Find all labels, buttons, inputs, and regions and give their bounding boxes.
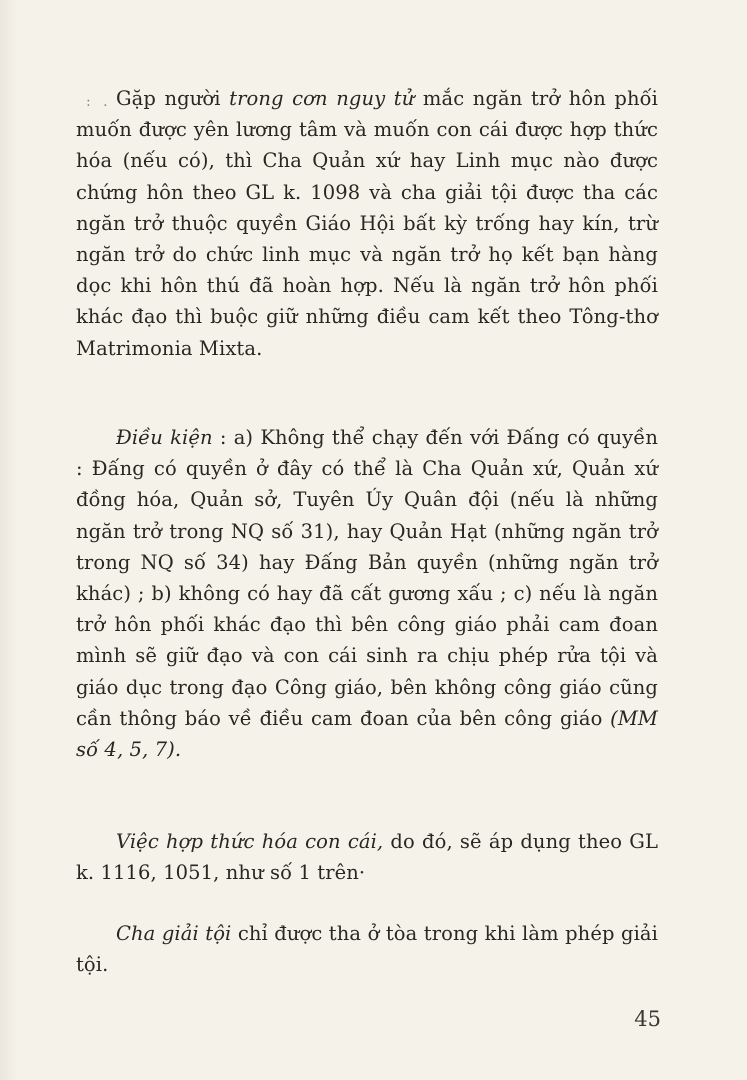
- text-segment-italic: Cha giải tội: [116, 922, 232, 945]
- text-segment-italic: Điều kiện: [116, 426, 213, 449]
- text-segment-italic: (MM số 4, 5, 7).: [76, 706, 658, 762]
- text-segment-italic: Việc hợp thức hóa con cái,: [116, 830, 384, 853]
- text-segment: do đó, sẽ áp dụng theo GL k. 1116, 1051, như số 1 trên·: [76, 830, 658, 885]
- text-segment: mắc ngăn trở hôn phối muốn được yên lương tâm và muốn con cái được hợp thức hóa (nếu có), thì Cha Quản xứ hay Linh mục nào được chứng hôn theo GL k. 1098 và cha giải tội được tha các ngăn trở thuộc quyền Giáo Hội bất kỳ trống hay kín, trừ ngăn trở do chức linh mục và ngăn trở họ kết bạn hàng dọc khi hôn thú đã hoàn hợp. Nếu là ngăn trở hôn phối khác đạo thì buộc giữ những điều cam kết theo Tông-thơ Matrimonia Mixta.: [76, 87, 658, 360]
- text-segment-italic: trong cơn nguy tử: [229, 87, 415, 110]
- text-segment: chỉ được tha ở tòa trong khi làm phép giải tội.: [76, 922, 658, 977]
- paragraph-legitimation: [76, 826, 658, 888]
- paragraph-text: [76, 826, 658, 888]
- paragraph-text: [76, 83, 658, 364]
- paragraph-text: [76, 422, 658, 765]
- page-number: 45: [634, 1007, 661, 1031]
- text-segment: : a) Không thể chạy đến với Đấng có quyền : Đấng có quyền ở đây có thể là Cha Quản xứ, Quản xứ đồng hóa, Quản sở, Tuyên Úy Quân đội (nếu là những ngăn trở trong NQ số 31), hay Quản Hạt (những ngăn trở trong NQ số 34) hay Đấng Bản quyền (những ngăn trở khác) ; b) không có hay đã cất gương xấu ; c) nếu là ngăn trở hôn phối khác đạo thì bên công giáo phải cam đoan mình sẽ giữ đạo và con cái sinh ra chịu phép rửa tội và giáo dục trong đạo Công giáo, bên không công giáo cũng cần thông báo về điều cam đoan của bên công giáo: [76, 426, 658, 730]
- paragraph-emergency-danger: [76, 83, 658, 364]
- paragraph-confessor: [76, 918, 658, 980]
- margin-marks: : .: [86, 94, 112, 110]
- paragraph-conditions: [76, 422, 658, 765]
- text-segment: Gặp người: [116, 87, 230, 110]
- paragraph-text: [76, 918, 658, 980]
